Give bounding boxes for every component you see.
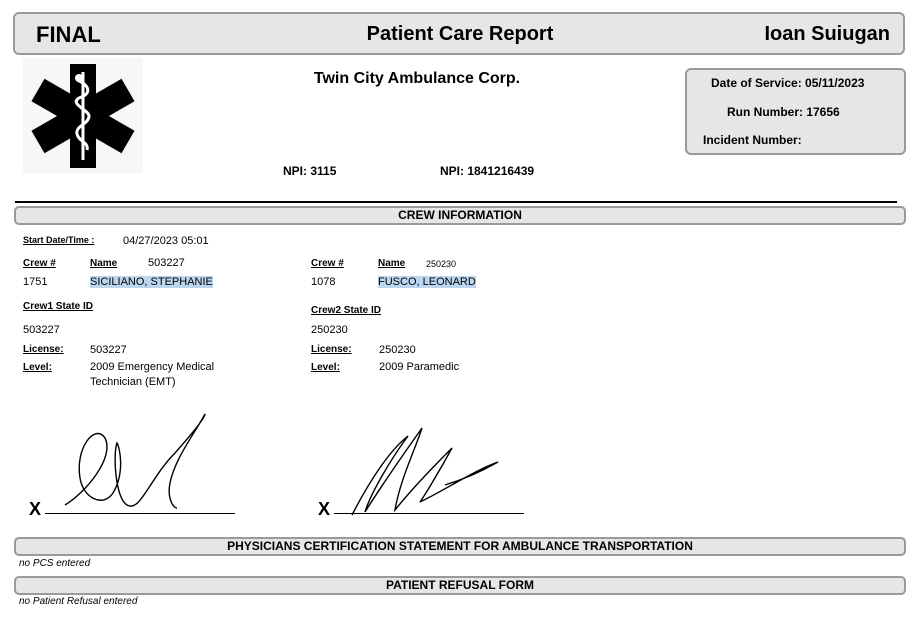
patient-refusal-header: PATIENT REFUSAL FORM xyxy=(14,576,906,595)
crew2-signature-x: X xyxy=(318,499,331,519)
crew1-state-id: 503227 xyxy=(23,324,60,336)
start-datetime-value: 04/27/2023 05:01 xyxy=(123,235,209,247)
crew2-number: 1078 xyxy=(311,276,336,288)
pcs-note: no PCS entered xyxy=(19,558,91,569)
crew2-level-line1: 2009 Paramedic xyxy=(379,361,460,373)
crew2-level-label: Level: xyxy=(311,362,340,373)
star-of-life-icon xyxy=(23,58,143,173)
run-number: Run Number: 17656 xyxy=(727,105,840,119)
provider-name: Ioan Suiugan xyxy=(764,23,890,45)
crew2-number-label: Crew # xyxy=(311,258,344,269)
start-datetime-label: Start Date/Time : xyxy=(23,235,95,245)
crew1-level-line1: 2009 Emergency Medical xyxy=(90,361,215,373)
report-title: Patient Care Report xyxy=(366,23,554,45)
crew2-name-id: 250230 xyxy=(426,259,457,269)
crew1-number-label: Crew # xyxy=(23,258,56,269)
pcs-header: PHYSICIANS CERTIFICATION STATEMENT FOR AMBULANCE TRANSPORTATION xyxy=(14,537,906,556)
crew1-name-id: 503227 xyxy=(148,257,185,269)
npi-right: NPI: 1841216439 xyxy=(440,164,535,178)
crew2-name-label: Name xyxy=(378,258,406,269)
divider xyxy=(15,201,897,203)
crew-information-header: CREW INFORMATION xyxy=(14,206,906,225)
crew1-license: 503227 xyxy=(90,344,127,356)
crew2-license-label: License: xyxy=(311,344,352,355)
patient-refusal-note: no Patient Refusal entered xyxy=(19,596,138,607)
report-status: FINAL xyxy=(36,22,101,47)
crew1-state-id-label: Crew1 State ID xyxy=(23,301,94,312)
agency-name: Twin City Ambulance Corp. xyxy=(313,70,521,87)
crew1-number: 1751 xyxy=(23,276,48,288)
incident-number: Incident Number: xyxy=(703,133,802,147)
crew1-level-label: Level: xyxy=(23,362,52,373)
crew1-license-label: License: xyxy=(23,344,64,355)
crew1-level-line2: Technician (EMT) xyxy=(90,376,176,388)
crew2-license: 250230 xyxy=(379,344,416,356)
crew2-name: FUSCO, LEONARD xyxy=(378,276,476,288)
date-of-service: Date of Service: 05/11/2023 xyxy=(711,76,865,90)
crew2-state-id-label: Crew2 State ID xyxy=(311,305,382,316)
crew2-signature xyxy=(340,420,510,520)
crew2-state-id: 250230 xyxy=(311,324,348,336)
crew1-name-label: Name xyxy=(90,258,118,269)
npi-left: NPI: 3115 xyxy=(283,164,337,178)
crew1-name: SICILIANO, STEPHANIE xyxy=(90,276,213,288)
crew1-signature-x: X xyxy=(29,499,42,519)
crew1-signature xyxy=(55,408,225,518)
